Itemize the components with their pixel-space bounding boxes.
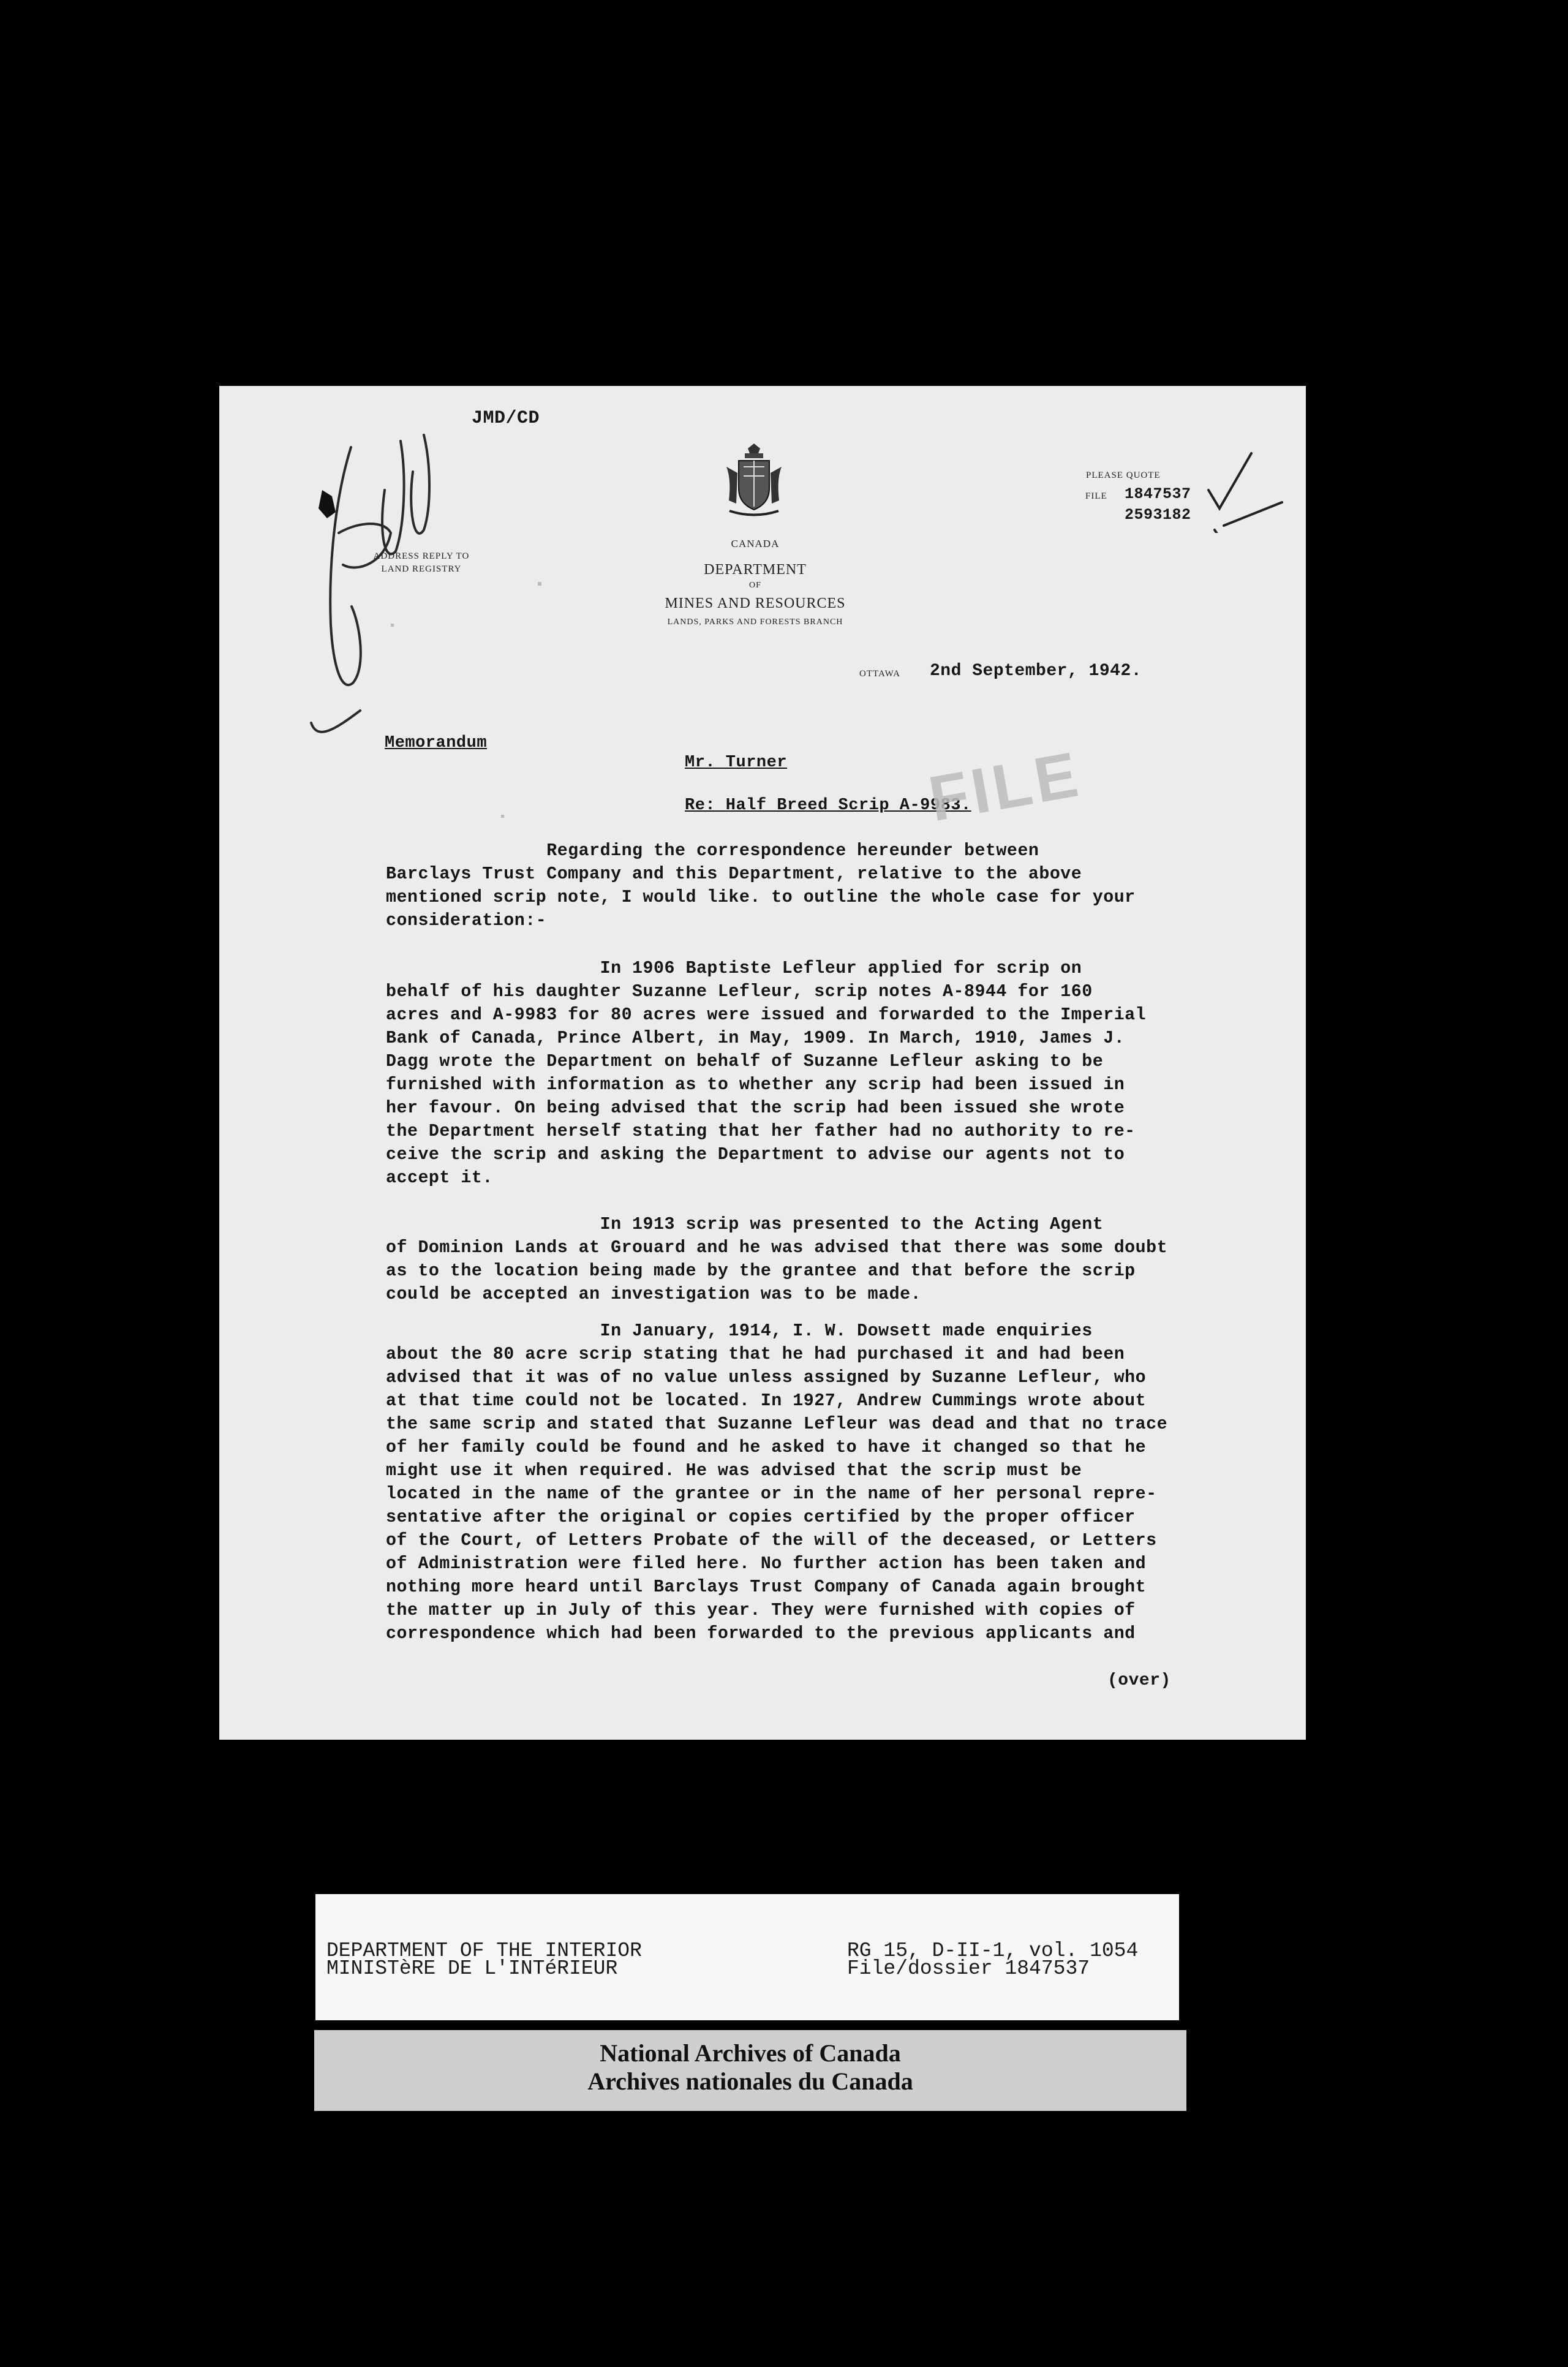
canada-coat-of-arms-icon — [720, 442, 788, 519]
check-mark-icon — [1196, 447, 1288, 533]
archive-reference-label — [315, 1894, 1179, 2020]
archives-banner — [314, 2030, 1186, 2111]
continued-note: (over) — [1107, 1671, 1171, 1690]
address-reply-line: LAND REGISTRY — [381, 564, 462, 574]
letterhead-ministry: MINES AND RESOURCES — [665, 595, 846, 611]
typist-initials: JMD/CD — [472, 408, 540, 429]
archive-reference: RG 15, D-II-1, vol. 1054 File/dossier 1847537 — [847, 1939, 1139, 1980]
file-label: FILE — [1085, 491, 1107, 501]
file-stamp: FILE — [924, 738, 1087, 836]
memo-paragraph: In January, 1914, I. W. Dowsett made enquiries about the 80 acre scrip stating that he had purchased it and had been advised that it was of no value unless assigned by Suzanne Lefleur, who at that time could not be located. In 1927, Andrew Cummings wrote about the same scrip and stated that Suzanne Lefleur was dead and that no trace of her family could be found and he asked to have it changed so that he might use it when required. He was advised that the scrip must be located in the name of the grantee or in the name of her personal repre- sentative after the original or copies certified by the proper officer of the Court, of Letters Probate of the will of the deceased, or Letters of Administration were filed here. No further action has been taken and nothing more heard until Barclays Trust Company of Canada again brought the matter up in July of this year. They were furnished with copies of correspondence which had been forwarded to the previous applicants and — [386, 1321, 1168, 1644]
paper-speck — [501, 815, 504, 818]
memo-paragraph: In 1913 scrip was presented to the Acting Agent of Dominion Lands at Grouard and he was advised that there was some doubt as to the location being made by the grantee and that before the scrip could be accepted an investigation was to be made. — [386, 1215, 1168, 1304]
handwritten-signature — [293, 404, 452, 747]
memo-paragraph: In 1906 Baptiste Lefleur applied for scrip on behalf of his daughter Suzanne Lefleur, scrip notes A-8944 for 160 acres and A-9983 for 80 acres were issued and forwarded to the Imperial Bank of Canada, Prince Albert, in May, 1909. In March, 1910, James J. Dagg wrote the Department on behalf of Suzanne Lefleur asking to be furnished with information as to whether any scrip had been issued in her favour. On being advised that the scrip had been issued she wrote the Department herself stating that her father had no authority to re- ceive the scrip and asking the Department to advise our agents not to accept it. — [386, 959, 1147, 1188]
subject-line: Re: Half Breed Scrip A-9983. — [685, 796, 971, 815]
letterhead-department: DEPARTMENT — [704, 562, 807, 578]
paper-speck — [391, 624, 394, 627]
letterhead-country: CANADA — [731, 538, 780, 549]
memo-page — [219, 386, 1306, 1740]
recipient-line: Mr. Turner — [685, 753, 788, 772]
paper-speck — [538, 582, 541, 586]
ottawa-label: OTTAWA — [859, 669, 900, 679]
address-reply-note — [342, 550, 501, 576]
file-number: 2593182 — [1125, 506, 1191, 524]
please-quote-label: PLEASE QUOTE — [1086, 470, 1161, 480]
memorandum-label: Memorandum — [385, 734, 488, 752]
memo-paragraph: Regarding the correspondence hereunder between Barclays Trust Company and this Department, relative to the above mentioned scrip note, I would like. to outline the whole case for your consideration:- — [386, 841, 1136, 931]
archives-name-french: Archives nationales du Canada — [587, 2067, 913, 2095]
memo-date: 2nd September, 1942. — [930, 662, 1142, 681]
file-number: 1847537 — [1125, 485, 1191, 503]
letterhead-branch: LANDS, PARKS AND FORESTS BRANCH — [667, 617, 843, 627]
letterhead-of: OF — [749, 581, 761, 590]
archive-department: DEPARTMENT OF THE INTERIOR MINISTèRE DE L'INTéRIEUR — [326, 1939, 642, 1980]
address-reply-line: ADDRESS REPLY TO — [373, 551, 470, 561]
archives-name-english: National Archives of Canada — [600, 2039, 901, 2067]
